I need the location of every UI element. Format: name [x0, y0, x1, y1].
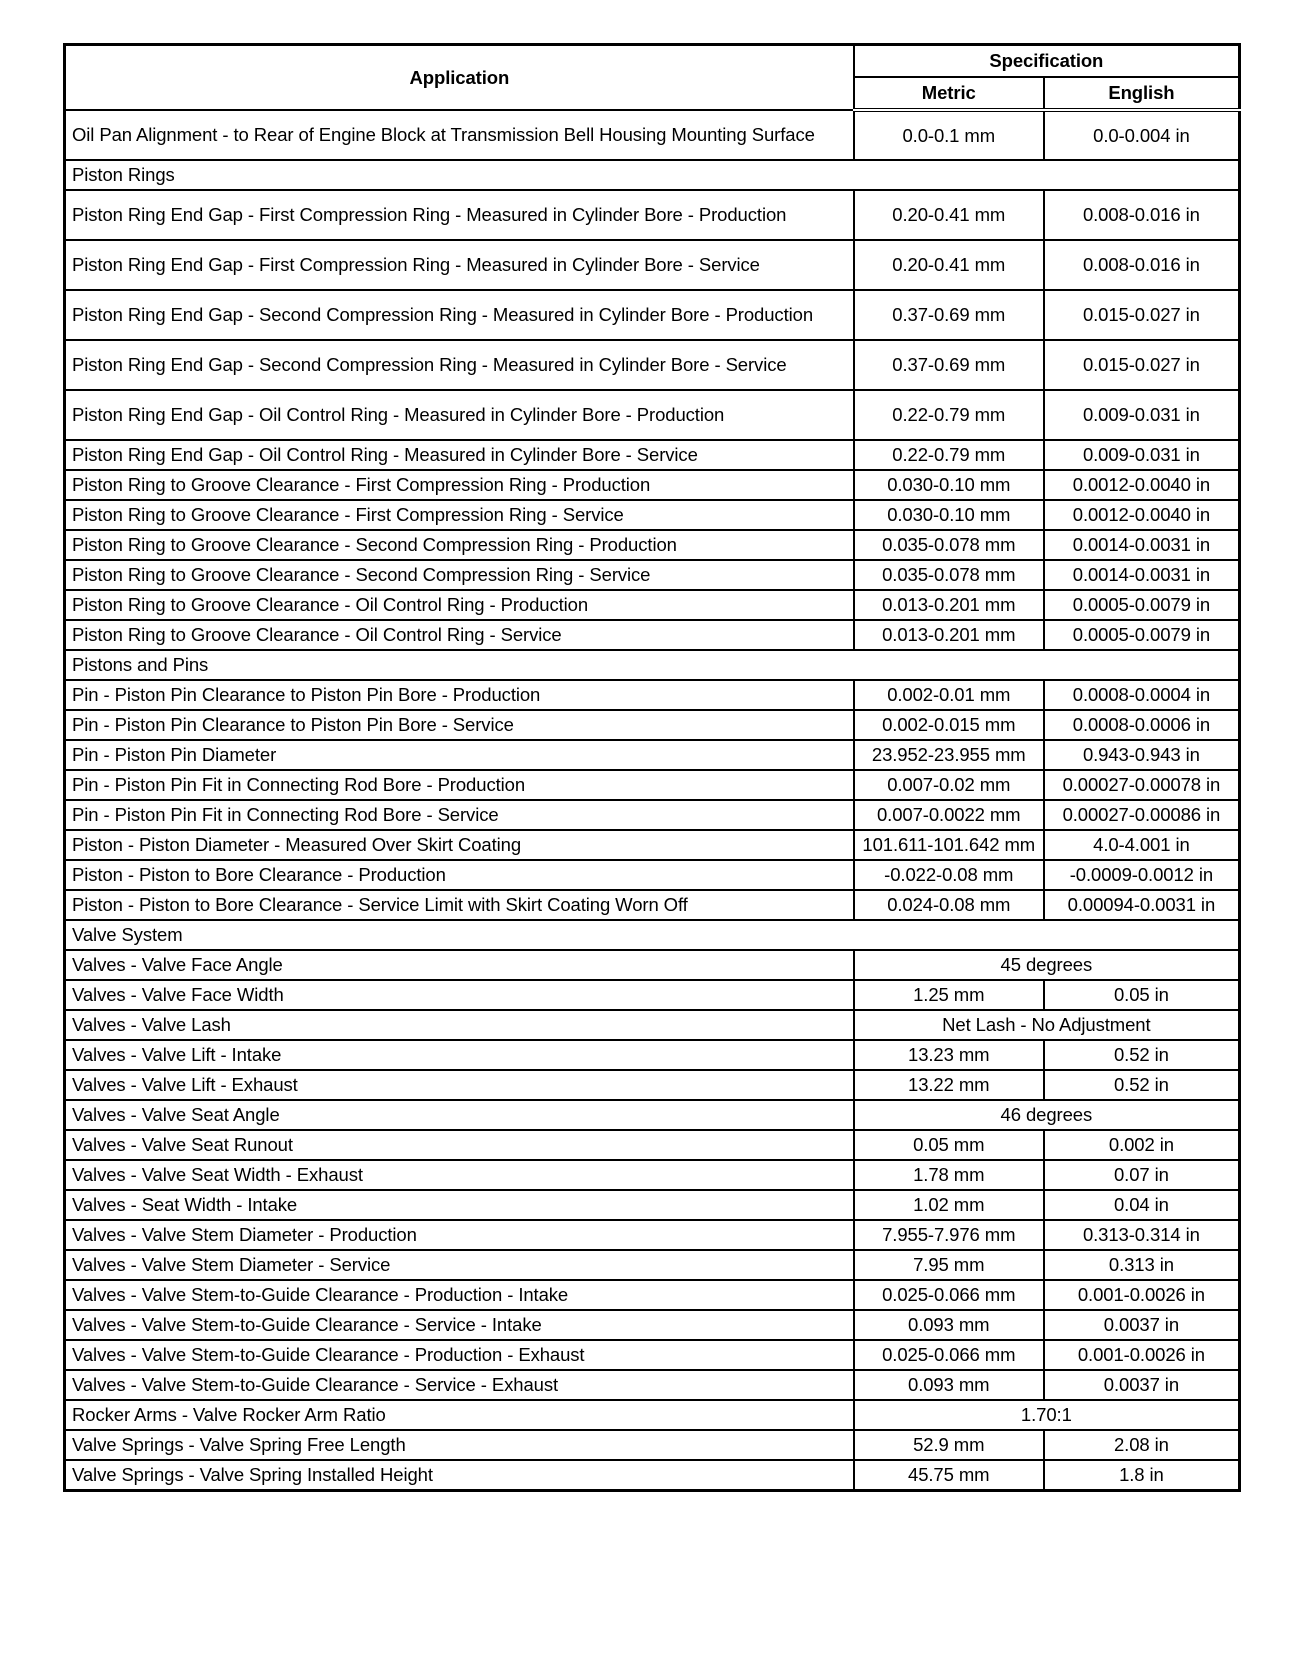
metric-cell: 0.37-0.69 mm [854, 340, 1044, 390]
metric-cell: 0.013-0.201 mm [854, 590, 1044, 620]
application-cell: Valve Springs - Valve Spring Installed Height [65, 1460, 854, 1491]
english-cell: 0.00027-0.00086 in [1044, 800, 1240, 830]
metric-cell: -0.022-0.08 mm [854, 860, 1044, 890]
combined-spec-cell: Net Lash - No Adjustment [854, 1010, 1240, 1040]
table-row [65, 1310, 1240, 1340]
section-title: Piston Rings [65, 160, 1240, 190]
table-row [65, 740, 1240, 770]
application-cell: Piston - Piston Diameter - Measured Over Skirt Coating [65, 830, 854, 860]
application-cell: Piston Ring End Gap - Second Compression Ring - Measured in Cylinder Bore - Service [65, 340, 854, 390]
metric-cell: 0.024-0.08 mm [854, 890, 1044, 920]
table-body [65, 110, 1240, 1491]
english-cell: -0.0009-0.0012 in [1044, 860, 1240, 890]
english-cell: 0.009-0.031 in [1044, 440, 1240, 470]
application-cell: Piston Ring End Gap - First Compression Ring - Measured in Cylinder Bore - Production [65, 190, 854, 240]
table-row [65, 440, 1240, 470]
application-cell: Piston Ring End Gap - First Compression Ring - Measured in Cylinder Bore - Service [65, 240, 854, 290]
header-row [65, 45, 1240, 78]
english-cell: 0.0-0.004 in [1044, 110, 1240, 160]
english-cell: 0.00027-0.00078 in [1044, 770, 1240, 800]
english-cell: 0.0012-0.0040 in [1044, 500, 1240, 530]
table-row [65, 500, 1240, 530]
metric-cell: 0.013-0.201 mm [854, 620, 1044, 650]
metric-cell: 0.025-0.066 mm [854, 1340, 1044, 1370]
table-row [65, 1160, 1240, 1190]
table-row [65, 710, 1240, 740]
metric-cell: 0.22-0.79 mm [854, 390, 1044, 440]
application-cell: Piston - Piston to Bore Clearance - Service Limit with Skirt Coating Worn Off [65, 890, 854, 920]
header-specification: Specification [854, 45, 1240, 78]
metric-cell: 1.02 mm [854, 1190, 1044, 1220]
application-cell: Valves - Seat Width - Intake [65, 1190, 854, 1220]
section-title: Pistons and Pins [65, 650, 1240, 680]
application-cell: Oil Pan Alignment - to Rear of Engine Block at Transmission Bell Housing Mounting Surface [65, 110, 854, 160]
metric-cell: 0.002-0.015 mm [854, 710, 1044, 740]
table-row [65, 530, 1240, 560]
english-cell: 0.0037 in [1044, 1370, 1240, 1400]
application-cell: Valves - Valve Stem-to-Guide Clearance - Service - Exhaust [65, 1370, 854, 1400]
table-row [65, 340, 1240, 390]
english-cell: 0.001-0.0026 in [1044, 1280, 1240, 1310]
table-row [65, 1340, 1240, 1370]
application-cell: Valves - Valve Stem-to-Guide Clearance - Production - Intake [65, 1280, 854, 1310]
header-application: Application [65, 45, 854, 111]
application-cell: Piston Ring End Gap - Second Compression Ring - Measured in Cylinder Bore - Production [65, 290, 854, 340]
metric-cell: 0.007-0.0022 mm [854, 800, 1044, 830]
english-cell: 2.08 in [1044, 1430, 1240, 1460]
application-cell: Piston Ring End Gap - Oil Control Ring - Measured in Cylinder Bore - Production [65, 390, 854, 440]
application-cell: Piston Ring to Groove Clearance - Second Compression Ring - Production [65, 530, 854, 560]
english-cell: 0.00094-0.0031 in [1044, 890, 1240, 920]
metric-cell: 0.007-0.02 mm [854, 770, 1044, 800]
metric-cell: 0.22-0.79 mm [854, 440, 1044, 470]
english-cell: 0.943-0.943 in [1044, 740, 1240, 770]
section-header-row [65, 650, 1240, 680]
metric-cell: 52.9 mm [854, 1430, 1044, 1460]
table-row [65, 1460, 1240, 1491]
english-cell: 0.52 in [1044, 1040, 1240, 1070]
application-cell: Rocker Arms - Valve Rocker Arm Ratio [65, 1400, 854, 1430]
metric-cell: 1.78 mm [854, 1160, 1044, 1190]
metric-cell: 45.75 mm [854, 1460, 1044, 1491]
metric-cell: 0.002-0.01 mm [854, 680, 1044, 710]
table-row [65, 1190, 1240, 1220]
english-cell: 0.0014-0.0031 in [1044, 530, 1240, 560]
table-row [65, 770, 1240, 800]
metric-cell: 23.952-23.955 mm [854, 740, 1044, 770]
table-row [65, 1280, 1240, 1310]
table-row [65, 390, 1240, 440]
application-cell: Pin - Piston Pin Fit in Connecting Rod Bore - Service [65, 800, 854, 830]
section-header-row [65, 160, 1240, 190]
table-row [65, 620, 1240, 650]
application-cell: Piston Ring to Groove Clearance - Oil Control Ring - Production [65, 590, 854, 620]
english-cell: 0.001-0.0026 in [1044, 1340, 1240, 1370]
application-cell: Valves - Valve Lift - Intake [65, 1040, 854, 1070]
english-cell: 0.05 in [1044, 980, 1240, 1010]
metric-cell: 0.093 mm [854, 1310, 1044, 1340]
english-cell: 0.008-0.016 in [1044, 190, 1240, 240]
metric-cell: 0.035-0.078 mm [854, 560, 1044, 590]
english-cell: 0.04 in [1044, 1190, 1240, 1220]
table-row [65, 290, 1240, 340]
table-row [65, 860, 1240, 890]
metric-cell: 0.0-0.1 mm [854, 110, 1044, 160]
application-cell: Valves - Valve Lash [65, 1010, 854, 1040]
table-row [65, 470, 1240, 500]
english-cell: 0.313 in [1044, 1250, 1240, 1280]
table-row [65, 560, 1240, 590]
application-cell: Valves - Valve Lift - Exhaust [65, 1070, 854, 1100]
application-cell: Piston - Piston to Bore Clearance - Production [65, 860, 854, 890]
english-cell: 0.0037 in [1044, 1310, 1240, 1340]
application-cell: Valves - Valve Stem-to-Guide Clearance - Production - Exhaust [65, 1340, 854, 1370]
header-english: English [1044, 77, 1240, 110]
application-cell: Pin - Piston Pin Diameter [65, 740, 854, 770]
table-row [65, 1010, 1240, 1040]
application-cell: Pin - Piston Pin Clearance to Piston Pin Bore - Production [65, 680, 854, 710]
metric-cell: 0.025-0.066 mm [854, 1280, 1044, 1310]
metric-cell: 0.093 mm [854, 1370, 1044, 1400]
metric-cell: 13.22 mm [854, 1070, 1044, 1100]
application-cell: Valve Springs - Valve Spring Free Length [65, 1430, 854, 1460]
english-cell: 0.002 in [1044, 1130, 1240, 1160]
english-cell: 0.0005-0.0079 in [1044, 620, 1240, 650]
table-row [65, 680, 1240, 710]
metric-cell: 0.035-0.078 mm [854, 530, 1044, 560]
application-cell: Pin - Piston Pin Fit in Connecting Rod Bore - Production [65, 770, 854, 800]
application-cell: Valves - Valve Stem-to-Guide Clearance - Service - Intake [65, 1310, 854, 1340]
table-row [65, 1070, 1240, 1100]
application-cell: Pin - Piston Pin Clearance to Piston Pin Bore - Service [65, 710, 854, 740]
application-cell: Valves - Valve Seat Width - Exhaust [65, 1160, 854, 1190]
english-cell: 0.0005-0.0079 in [1044, 590, 1240, 620]
table-row [65, 1040, 1240, 1070]
table-row [65, 950, 1240, 980]
english-cell: 0.313-0.314 in [1044, 1220, 1240, 1250]
table-row [65, 1400, 1240, 1430]
english-cell: 0.52 in [1044, 1070, 1240, 1100]
metric-cell: 0.030-0.10 mm [854, 470, 1044, 500]
application-cell: Valves - Valve Stem Diameter - Production [65, 1220, 854, 1250]
table-row [65, 1430, 1240, 1460]
table-row [65, 590, 1240, 620]
table-row [65, 240, 1240, 290]
metric-cell: 0.030-0.10 mm [854, 500, 1044, 530]
application-cell: Valves - Valve Seat Runout [65, 1130, 854, 1160]
combined-spec-cell: 46 degrees [854, 1100, 1240, 1130]
combined-spec-cell: 45 degrees [854, 950, 1240, 980]
application-cell: Valves - Valve Face Angle [65, 950, 854, 980]
application-cell: Piston Ring to Groove Clearance - Oil Control Ring - Service [65, 620, 854, 650]
table-row [65, 110, 1240, 160]
section-header-row [65, 920, 1240, 950]
application-cell: Valves - Valve Face Width [65, 980, 854, 1010]
english-cell: 0.07 in [1044, 1160, 1240, 1190]
english-cell: 1.8 in [1044, 1460, 1240, 1491]
metric-cell: 1.25 mm [854, 980, 1044, 1010]
table-row [65, 980, 1240, 1010]
table-row [65, 800, 1240, 830]
application-cell: Valves - Valve Stem Diameter - Service [65, 1250, 854, 1280]
section-title: Valve System [65, 920, 1240, 950]
table-row [65, 190, 1240, 240]
combined-spec-cell: 1.70:1 [854, 1400, 1240, 1430]
table-row [65, 1220, 1240, 1250]
metric-cell: 7.955-7.976 mm [854, 1220, 1044, 1250]
metric-cell: 0.05 mm [854, 1130, 1044, 1160]
english-cell: 0.0012-0.0040 in [1044, 470, 1240, 500]
application-cell: Valves - Valve Seat Angle [65, 1100, 854, 1130]
english-cell: 0.009-0.031 in [1044, 390, 1240, 440]
metric-cell: 101.611-101.642 mm [854, 830, 1044, 860]
english-cell: 0.0008-0.0006 in [1044, 710, 1240, 740]
metric-cell: 13.23 mm [854, 1040, 1044, 1070]
metric-cell: 0.20-0.41 mm [854, 240, 1044, 290]
english-cell: 0.015-0.027 in [1044, 290, 1240, 340]
application-cell: Piston Ring to Groove Clearance - First Compression Ring - Service [65, 500, 854, 530]
table-row [65, 1250, 1240, 1280]
english-cell: 4.0-4.001 in [1044, 830, 1240, 860]
english-cell: 0.0008-0.0004 in [1044, 680, 1240, 710]
table-row [65, 830, 1240, 860]
table-row [65, 1130, 1240, 1160]
table-row [65, 1370, 1240, 1400]
table-row [65, 1100, 1240, 1130]
metric-cell: 7.95 mm [854, 1250, 1044, 1280]
application-cell: Piston Ring End Gap - Oil Control Ring - Measured in Cylinder Bore - Service [65, 440, 854, 470]
specification-table [63, 43, 1241, 1492]
application-cell: Piston Ring to Groove Clearance - Second Compression Ring - Service [65, 560, 854, 590]
metric-cell: 0.20-0.41 mm [854, 190, 1044, 240]
english-cell: 0.015-0.027 in [1044, 340, 1240, 390]
header-metric: Metric [854, 77, 1044, 110]
application-cell: Piston Ring to Groove Clearance - First Compression Ring - Production [65, 470, 854, 500]
table-row [65, 890, 1240, 920]
english-cell: 0.0014-0.0031 in [1044, 560, 1240, 590]
english-cell: 0.008-0.016 in [1044, 240, 1240, 290]
metric-cell: 0.37-0.69 mm [854, 290, 1044, 340]
